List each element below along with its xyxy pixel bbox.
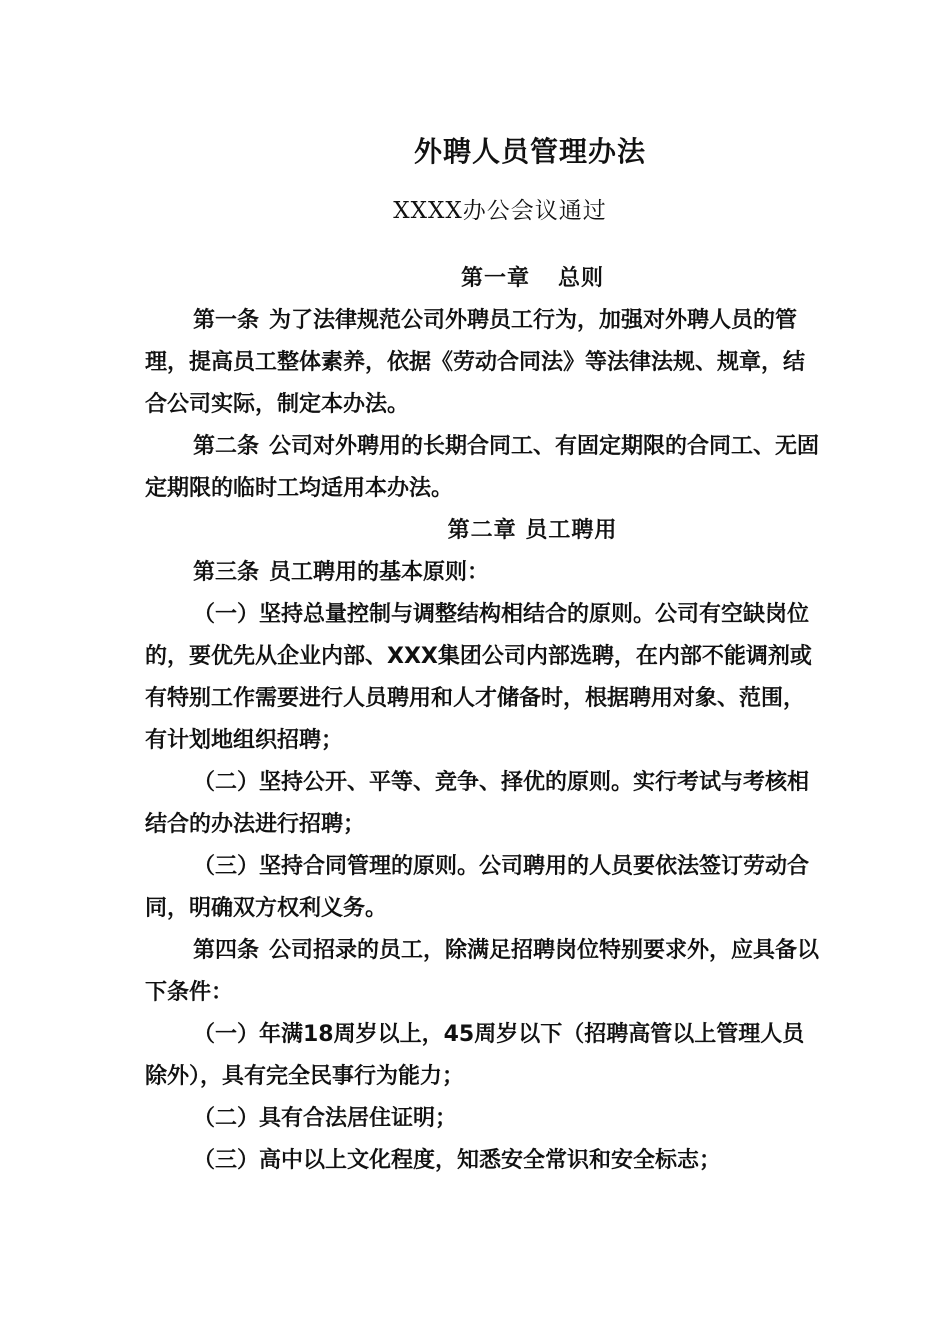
chapter-name: 员工聘用 xyxy=(525,518,618,543)
article-3-item-3: （三）坚持合同管理的原则。公司聘用的人员要依法签订劳动合同，明确双方权利义务。 xyxy=(145,854,810,921)
article-4-item-3: （三）高中以上文化程度，知悉安全常识和安全标志； xyxy=(193,1148,722,1173)
article-text: 员工聘用的基本原则： xyxy=(269,560,490,585)
article-3-item-1: （一）坚持总量控制与调整结构相结合的原则。公司有空缺岗位的，要优先从企业内部、XXX集团公司内部选聘，在内部不能调剂或有特别工作需要进行人员聘用和人才储备时，根据聘用对象、范围，有计划地组织招聘； xyxy=(145,602,812,753)
article-text: 公司对外聘用的长期合同工、有固定期限的合同工、无固定期限的临时工均适用本办法。 xyxy=(145,434,820,501)
chapter-name: 总则 xyxy=(558,266,605,291)
article-4-item-2: （二）具有合法居住证明； xyxy=(193,1106,458,1131)
article-3-item-2: （二）坚持公开、平等、竞争、择优的原则。实行考试与考核相结合的办法进行招聘； xyxy=(145,770,810,837)
article-label: 第一条 xyxy=(193,308,260,333)
article-label: 第三条 xyxy=(193,560,260,585)
document-title: 外聘人员管理办法 xyxy=(413,135,646,168)
chapter-number: 第二章 xyxy=(447,518,517,543)
article-2 xyxy=(145,426,825,510)
chapter-heading-2 xyxy=(145,510,825,552)
article-1 xyxy=(145,300,825,426)
article-label: 第四条 xyxy=(193,938,260,963)
article-text: 公司招录的员工，除满足招聘岗位特别要求外，应具备以下条件： xyxy=(145,938,820,1005)
article-4-item-1: （一）年满18周岁以上，45周岁以下（招聘高管以上管理人员除外），具有完全民事行为能力； xyxy=(145,1022,805,1089)
article-3 xyxy=(145,552,825,594)
article-text: 为了法律规范公司外聘员工行为，加强对外聘人员的管理，提高员工整体素养，依据《劳动合同法》等法律法规、规章，结合公司实际，制定本办法。 xyxy=(145,308,806,417)
chapter-heading-1 xyxy=(145,258,825,300)
document-body xyxy=(145,258,825,1182)
chapter-number: 第一章 xyxy=(460,266,530,291)
document-subtitle: XXXX办公会议通过 xyxy=(393,198,607,224)
article-label: 第二条 xyxy=(193,434,260,459)
article-4 xyxy=(145,930,825,1014)
